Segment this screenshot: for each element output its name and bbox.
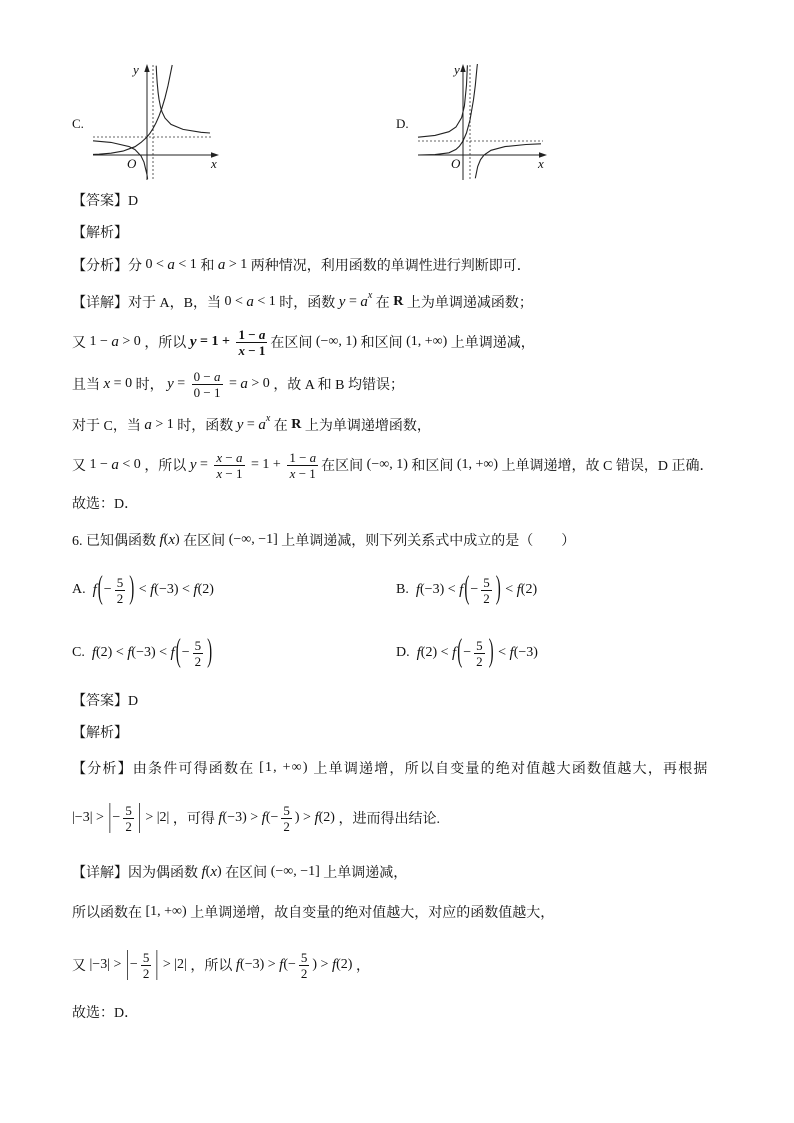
math-symbol: (2) (336, 957, 353, 972)
math-variable: x (168, 531, 176, 548)
math-symbol: 2 (300, 965, 308, 981)
math-symbol: > 0 (118, 334, 141, 349)
text-run: 时，函数 (173, 419, 237, 434)
math-symbol: (−∞, 1) (315, 334, 358, 349)
text-run: 6. 已知偶函数 (72, 534, 160, 549)
text-run: 上为单调递增函数， (301, 419, 431, 434)
fraction-numerator (281, 803, 292, 819)
hyperbola-right-branch (475, 144, 541, 179)
math-symbol: − (112, 810, 121, 825)
math-delimiter: ) (129, 571, 135, 607)
math-variable: f (331, 956, 337, 973)
math-symbol: 5 (476, 637, 483, 653)
math-variable: f (127, 644, 132, 661)
hyperbola-left-branch (418, 65, 467, 137)
math-variable: a (111, 456, 119, 473)
math-variable: f (261, 809, 266, 826)
q6-option-c (72, 633, 213, 673)
math-variable: a (309, 449, 317, 465)
math-symbol: < (494, 645, 510, 660)
math-delimiter: ) (207, 634, 213, 670)
text-run: 上单调递减，则下列关系式中成立的是（ ） (277, 534, 576, 549)
fraction-denominator (141, 966, 152, 981)
text-run: 上单调递增，故自变量的绝对值越大，对应的函数值越大， (186, 906, 555, 921)
math-symbol: (−3) > (240, 957, 280, 972)
math-delimiter: | (125, 946, 129, 982)
math-variable: y (189, 456, 197, 473)
math-symbol: = (173, 376, 189, 391)
math-delimiter: | (137, 799, 141, 835)
origin-label: O (451, 156, 461, 171)
text-run: 和区间 (407, 459, 457, 474)
math-symbol: 0 − 1 (193, 384, 221, 400)
math-symbol: < (135, 582, 151, 597)
text-run: 【答案】D (72, 694, 139, 709)
q5-detail-line-3 (72, 364, 404, 404)
fraction-denominator (115, 591, 126, 606)
math-delimiter: ( (175, 634, 181, 670)
text-run: 所以函数在 (72, 906, 146, 921)
math-symbol: ( (163, 532, 169, 547)
origin-label: O (127, 156, 137, 171)
math-symbol: ) > (294, 810, 315, 825)
math-variable: f (459, 581, 464, 598)
math-symbol: |−3| > (89, 957, 125, 972)
math-symbol: (− (265, 810, 279, 825)
fraction (281, 803, 292, 834)
math-symbol: (2) < (96, 645, 128, 660)
math-symbol: − (222, 449, 237, 465)
math-variable: a (144, 416, 152, 433)
text-run: 【分析】由条件可得函数在 (72, 762, 260, 777)
fraction (192, 369, 223, 400)
fraction-denominator (214, 466, 244, 481)
text-run: 时， (132, 378, 168, 393)
math-symbol: = 1 + (247, 457, 285, 472)
math-symbol: 2 (125, 818, 132, 834)
text-run: 在 (270, 419, 292, 434)
math-symbol: − 1 (244, 342, 266, 358)
text-run: 又 (72, 459, 90, 474)
math-symbol: 2 (116, 590, 124, 606)
math-variable: f (170, 644, 175, 661)
math-variable: a (217, 256, 226, 273)
math-delimiter: ( (97, 571, 103, 607)
math-variable: a (360, 293, 368, 310)
hyperbola-left-branch (93, 141, 148, 179)
math-symbol: ) (217, 864, 222, 879)
text-run: 【详解】对于 A，B，当 (72, 296, 225, 311)
text-run: 故选：D． (72, 497, 139, 512)
math-variable: y (236, 416, 244, 433)
math-symbol: (−3) < (131, 645, 171, 660)
fraction (481, 575, 492, 606)
math-symbol: (2) (197, 582, 214, 597)
math-variable: x (210, 863, 218, 880)
text-run: 【解析】 (72, 726, 128, 741)
math-symbol: < (501, 582, 517, 597)
graph-c-label: C. (72, 116, 84, 131)
graph-d-label: D. (396, 116, 409, 131)
text-run: 【分析】分 (72, 259, 146, 274)
math-symbol: R (291, 417, 302, 432)
math-variable: x (216, 465, 223, 481)
math-delimiter: | (155, 946, 159, 982)
fraction-denominator (281, 819, 292, 834)
fraction-denominator (192, 385, 223, 400)
text-run: 且当 (72, 378, 104, 393)
math-variable: f (159, 531, 164, 548)
math-symbol: 5 (194, 637, 202, 653)
text-run: 【解析】 (72, 226, 128, 241)
math-symbol: > 1 (225, 257, 248, 272)
math-variable: a (258, 326, 266, 342)
math-symbol: < 0 (118, 457, 141, 472)
math-symbol: (−3) < (420, 582, 460, 597)
text-run: 对于 C，当 (72, 419, 145, 434)
fraction (474, 638, 485, 669)
bold-formula (393, 294, 403, 310)
q5-conclusion (72, 483, 138, 523)
text-run: 又 (72, 959, 90, 974)
math-variable: x (265, 412, 271, 424)
math-delimiter: ( (457, 634, 463, 670)
fraction-denominator (299, 966, 310, 981)
q6-analysis-line-2 (72, 798, 440, 838)
y-axis-arrow (460, 64, 465, 72)
math-symbol: > 1 (151, 417, 174, 432)
fraction-numerator (123, 803, 134, 819)
math-symbol: 5 (142, 949, 150, 965)
math-variable: x (367, 289, 373, 301)
math-symbol: − 1 (222, 465, 243, 481)
math-symbol: − (103, 582, 112, 597)
text-run: 在区间 (221, 866, 271, 881)
math-symbol: (− (283, 957, 296, 972)
math-symbol: (−∞, −1] (228, 532, 278, 547)
math-variable: f (235, 956, 241, 973)
fraction (299, 950, 310, 981)
math-symbol: [1, +∞) (145, 904, 187, 919)
math-symbol: 2 (476, 653, 483, 669)
math-delimiter: ( (464, 571, 470, 607)
math-variable: a (258, 416, 266, 433)
y-axis-label: y (133, 62, 139, 77)
text-run: 上单调递增，故 C 错误，D 正确． (498, 459, 714, 474)
y-axis-label: y (454, 62, 460, 77)
text-run: ，所以 (186, 959, 236, 974)
math-symbol: 0 − (193, 368, 214, 384)
q6-conclusion (72, 992, 138, 1032)
math-variable: f (279, 956, 284, 973)
math-variable: f (218, 809, 223, 826)
text-run: D. (396, 645, 417, 660)
fraction (115, 575, 126, 606)
math-variable: f (193, 581, 198, 598)
math-symbol: − 1 (295, 465, 316, 481)
math-variable: x (103, 375, 111, 392)
math-symbol: 1 − (89, 457, 112, 472)
math-symbol: 1 − (238, 326, 259, 342)
text-run: 上单调递增，所以自变量的绝对值越大函数值越大，再根据 (308, 762, 709, 777)
math-symbol: 2 (283, 818, 290, 834)
math-variable: a (214, 368, 221, 384)
math-symbol: (−3) > (222, 810, 262, 825)
math-variable: f (92, 581, 97, 598)
math-symbol: = (345, 294, 361, 309)
exponential-curve (93, 65, 172, 154)
math-variable: x (216, 449, 223, 465)
text-run: 在 (372, 296, 394, 311)
math-delimiter: | (108, 799, 112, 835)
graph-c (90, 62, 220, 182)
math-symbol: ) > (312, 957, 332, 972)
math-symbol: 0 < (145, 257, 168, 272)
math-symbol: (−∞, −1] (270, 864, 320, 879)
math-variable: x (238, 342, 245, 358)
math-symbol: (2) < (420, 645, 453, 660)
math-delimiter: ) (488, 634, 494, 670)
fraction (193, 638, 204, 669)
text-run: 和区间 (357, 336, 407, 351)
fraction-numerator (115, 575, 126, 591)
math-variable: a (111, 333, 119, 350)
math-symbol: − (463, 645, 472, 660)
fraction (141, 950, 152, 981)
math-variable: f (91, 644, 97, 661)
fraction (287, 450, 318, 481)
text-run: 在区间 (321, 459, 367, 474)
math-variable: a (246, 293, 254, 310)
math-symbol: − (470, 582, 479, 597)
q6-detail-line-2 (72, 892, 554, 932)
math-symbol: (−∞, 1) (366, 457, 408, 472)
q6-option-b (396, 570, 537, 610)
fraction-numerator (193, 638, 204, 654)
fraction-denominator (193, 654, 204, 669)
text-run: 上单调递减， (447, 336, 535, 351)
text-run: ，进而得出结论. (334, 812, 440, 827)
math-symbol: > 0 (247, 376, 270, 391)
q6-solution-heading (72, 712, 128, 752)
text-run: 【答案】D (72, 194, 139, 209)
math-variable: f (150, 581, 155, 598)
math-symbol: (2) (318, 810, 335, 825)
math-symbol: |−3| > (72, 810, 108, 825)
math-variable: f (416, 644, 421, 661)
math-symbol: [1, +∞) (259, 760, 309, 775)
text-run: 时，函数 (275, 296, 339, 311)
math-variable: a (167, 256, 175, 273)
math-symbol: R (393, 294, 404, 309)
math-variable: f (452, 644, 457, 661)
text-run: B. (396, 582, 416, 597)
text-run: ，可得 (169, 812, 219, 827)
bold-formula (291, 417, 301, 433)
x-axis-label: x (538, 156, 544, 171)
x-axis-label: x (211, 156, 217, 171)
math-symbol: 5 (125, 802, 132, 818)
q5-detail-line-5 (72, 445, 714, 485)
text-run: 和 (196, 259, 218, 274)
fraction-numerator (214, 450, 244, 466)
math-symbol: = 1 + (196, 334, 234, 349)
fraction-numerator (192, 369, 223, 385)
q5-detail-line-4 (72, 405, 431, 445)
math-variable: f (509, 644, 514, 661)
math-symbol: (1, +∞) (456, 457, 499, 472)
math-symbol: > |2| (141, 810, 170, 825)
math-variable: y (167, 375, 174, 392)
math-delimiter: ) (495, 571, 501, 607)
fraction-numerator (236, 327, 267, 343)
text-run: 故选：D． (72, 1006, 139, 1021)
q6-option-d (396, 633, 538, 673)
math-symbol: ( (205, 864, 211, 879)
text-run: ， (352, 959, 370, 974)
q5-detail-line-2 (72, 322, 535, 362)
math-symbol: = 0 (110, 376, 133, 391)
math-variable: f (415, 581, 421, 598)
text-run: ，故 A 和 B 均错误； (269, 378, 404, 393)
text-run: C. (72, 645, 92, 660)
q6-detail-line-3 (72, 945, 370, 985)
math-variable: f (314, 809, 319, 826)
math-symbol: 2 (142, 965, 150, 981)
math-symbol: < 1 (174, 257, 197, 272)
q6-detail-line-1 (72, 852, 407, 892)
superscript (368, 290, 372, 301)
fraction-denominator (236, 343, 267, 358)
math-symbol: (−3) < (154, 582, 194, 597)
math-symbol: − (181, 645, 190, 660)
text-run: 又 (72, 336, 90, 351)
math-symbol: 0 < (224, 294, 247, 309)
text-run: ，所以 (140, 336, 190, 351)
graph-d (415, 62, 550, 182)
text-run: 上单调递减， (319, 866, 408, 881)
q6-question (72, 520, 575, 560)
math-variable: y (338, 293, 346, 310)
math-symbol: > |2| (159, 957, 187, 972)
fraction-denominator (287, 466, 318, 481)
math-symbol: 2 (483, 590, 490, 606)
fraction-numerator (299, 950, 310, 966)
q6-option-a (72, 570, 214, 610)
math-variable: a (240, 375, 248, 392)
math-variable: a (236, 449, 243, 465)
math-symbol: = (196, 457, 212, 472)
fraction (236, 327, 267, 358)
text-run: 在区间 (270, 336, 316, 351)
superscript (266, 413, 270, 424)
math-symbol: 2 (194, 653, 202, 669)
math-variable: x (289, 465, 296, 481)
math-symbol: = (243, 417, 259, 432)
math-symbol: (2) (520, 582, 538, 597)
math-variable: f (201, 863, 206, 880)
math-symbol: 5 (116, 574, 124, 590)
text-run: 【详解】因为偶函数 (72, 866, 202, 881)
math-symbol: 5 (300, 949, 308, 965)
math-symbol: 5 (483, 574, 490, 590)
math-symbol: = (225, 376, 241, 391)
math-variable: f (516, 581, 521, 598)
math-symbol: 1 − (289, 449, 310, 465)
fraction-numerator (141, 950, 152, 966)
math-symbol: − (129, 957, 138, 972)
fraction-numerator (481, 575, 492, 591)
math-symbol: ) (175, 532, 180, 547)
q6-analysis-line-1 (72, 748, 709, 788)
fraction (123, 803, 134, 834)
fraction-numerator (474, 638, 485, 654)
q5-analysis (72, 245, 531, 285)
text-run: ，所以 (140, 459, 190, 474)
fraction-denominator (474, 654, 485, 669)
math-symbol: (−3) (513, 645, 538, 660)
text-run: 两种情况，利用函数的单调性进行判断即可． (247, 259, 531, 274)
text-run: A. (72, 582, 93, 597)
text-run: 在区间 (179, 534, 229, 549)
text-run: 上为单调递减函数； (403, 296, 533, 311)
math-symbol: 1 − (89, 334, 112, 349)
q5-detail-line-1 (72, 282, 533, 322)
fraction-numerator (287, 450, 318, 466)
math-symbol: < 1 (253, 294, 276, 309)
fraction (214, 450, 244, 481)
y-axis-arrow (144, 64, 149, 72)
math-symbol: (1, +∞) (406, 334, 448, 349)
math-variable: y (189, 333, 197, 350)
fraction-denominator (481, 591, 492, 606)
math-symbol: 5 (283, 802, 290, 818)
fraction-denominator (123, 819, 134, 834)
bold-formula (190, 327, 271, 358)
